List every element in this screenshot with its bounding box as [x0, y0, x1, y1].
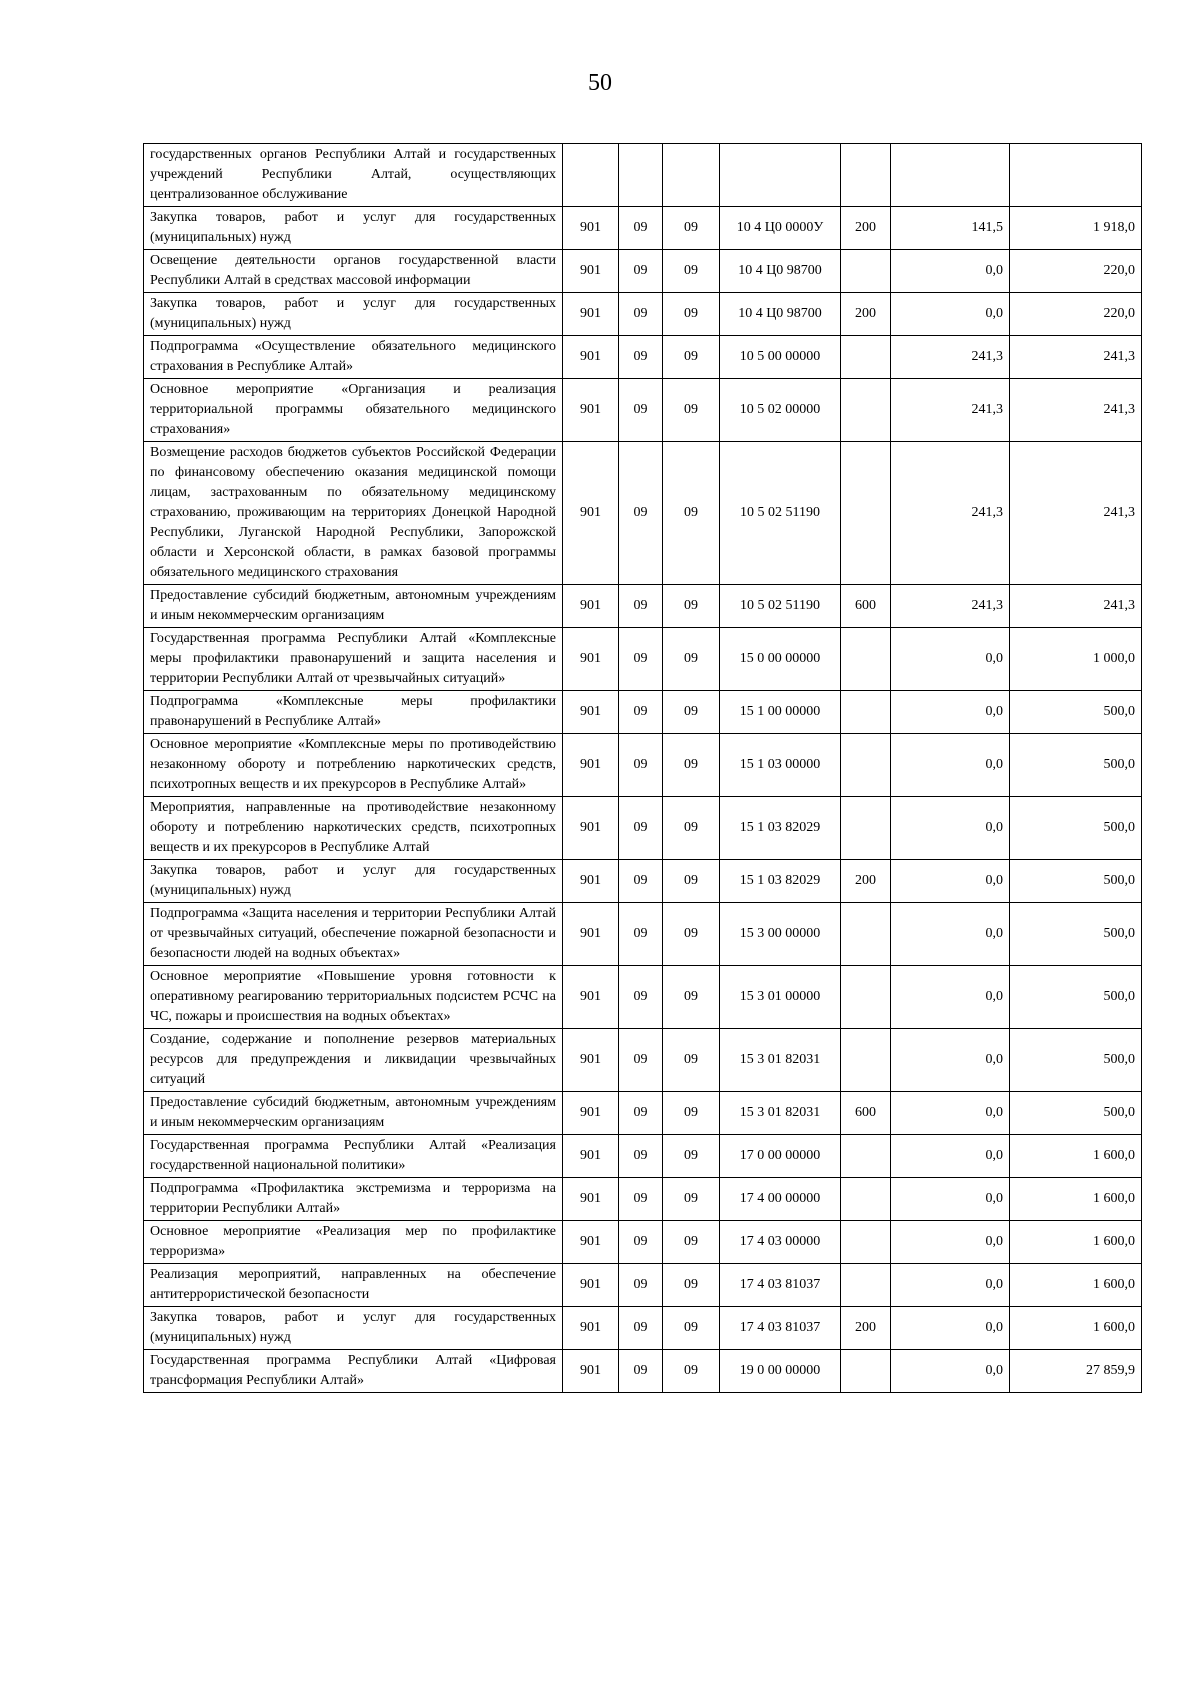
expense-type: 600 [841, 585, 891, 628]
table-row [144, 903, 1142, 966]
amount-1: 0,0 [891, 628, 1010, 691]
ministry-code: 901 [563, 628, 619, 691]
expense-type [841, 1178, 891, 1221]
section-code: 09 [619, 860, 663, 903]
ministry-code: 901 [563, 1350, 619, 1393]
amount-2: 241,3 [1010, 585, 1142, 628]
row-name: государственных органов Республики Алтай и государственных учреждений Республики Алтай, осуществляющих централизованное обслуживание [144, 144, 563, 207]
row-name: Предоставление субсидий бюджетным, автономным учреждениям и иным некоммерческим организациям [144, 585, 563, 628]
target-article [720, 144, 841, 207]
expense-type: 600 [841, 1092, 891, 1135]
table-row [144, 336, 1142, 379]
expense-type: 200 [841, 860, 891, 903]
table-row [144, 691, 1142, 734]
target-article: 15 1 00 00000 [720, 691, 841, 734]
amount-2: 500,0 [1010, 903, 1142, 966]
row-name: Реализация мероприятий, направленных на обеспечение антитеррористической безопасности [144, 1264, 563, 1307]
ministry-code: 901 [563, 379, 619, 442]
expense-type [841, 966, 891, 1029]
ministry-code: 901 [563, 1307, 619, 1350]
amount-1: 241,3 [891, 336, 1010, 379]
table-row [144, 1092, 1142, 1135]
subsection-code: 09 [663, 1307, 720, 1350]
row-name: Закупка товаров, работ и услуг для государственных (муниципальных) нужд [144, 207, 563, 250]
section-code: 09 [619, 1029, 663, 1092]
row-name: Закупка товаров, работ и услуг для государственных (муниципальных) нужд [144, 1307, 563, 1350]
ministry-code: 901 [563, 966, 619, 1029]
amount-2: 220,0 [1010, 250, 1142, 293]
target-article: 10 4 Ц0 98700 [720, 293, 841, 336]
amount-2: 500,0 [1010, 734, 1142, 797]
amount-2: 1 600,0 [1010, 1178, 1142, 1221]
row-name: Государственная программа Республики Алтай «Реализация государственной национальной политики» [144, 1135, 563, 1178]
amount-2: 241,3 [1010, 442, 1142, 585]
section-code: 09 [619, 691, 663, 734]
section-code: 09 [619, 250, 663, 293]
target-article: 17 4 03 00000 [720, 1221, 841, 1264]
section-code: 09 [619, 903, 663, 966]
target-article: 10 4 Ц0 0000У [720, 207, 841, 250]
section-code [619, 144, 663, 207]
amount-2: 1 600,0 [1010, 1221, 1142, 1264]
page-number: 50 [588, 70, 612, 96]
row-name: Закупка товаров, работ и услуг для государственных (муниципальных) нужд [144, 293, 563, 336]
target-article: 15 3 01 00000 [720, 966, 841, 1029]
subsection-code: 09 [663, 628, 720, 691]
ministry-code: 901 [563, 1221, 619, 1264]
expense-type [841, 144, 891, 207]
amount-1: 0,0 [891, 966, 1010, 1029]
amount-2 [1010, 144, 1142, 207]
subsection-code: 09 [663, 1350, 720, 1393]
table-row [144, 207, 1142, 250]
row-name: Предоставление субсидий бюджетным, автономным учреждениям и иным некоммерческим организациям [144, 1092, 563, 1135]
table-row [144, 379, 1142, 442]
ministry-code [563, 144, 619, 207]
ministry-code: 901 [563, 860, 619, 903]
section-code: 09 [619, 1307, 663, 1350]
row-name: Подпрограмма «Комплексные меры профилактики правонарушений в Республике Алтай» [144, 691, 563, 734]
target-article: 15 1 03 82029 [720, 860, 841, 903]
amount-2: 1 600,0 [1010, 1264, 1142, 1307]
amount-1: 0,0 [891, 691, 1010, 734]
expense-type [841, 1135, 891, 1178]
target-article: 15 3 01 82031 [720, 1029, 841, 1092]
amount-1 [891, 144, 1010, 207]
expense-type: 200 [841, 293, 891, 336]
table-row [144, 734, 1142, 797]
amount-1: 0,0 [891, 903, 1010, 966]
row-name: Мероприятия, направленные на противодействие незаконному обороту и потреблению наркотических средств, психотропных веществ и их прекурсоров в Республике Алтай [144, 797, 563, 860]
table-row [144, 250, 1142, 293]
row-name: Возмещение расходов бюджетов субъектов Российской Федерации по финансовому обеспечению оказания медицинской помощи лицам, застрахованным по обязательному медицинскому страхованию, проживающим на территориях Донецкой Народной Республики, Луганской Народной Республики, Запорожской области и Херсонской области, в рамках базовой программы обязательного медицинского страхования [144, 442, 563, 585]
section-code: 09 [619, 797, 663, 860]
amount-1: 0,0 [891, 1092, 1010, 1135]
ministry-code: 901 [563, 1178, 619, 1221]
section-code: 09 [619, 336, 663, 379]
row-name: Подпрограмма «Защита населения и территории Республики Алтай от чрезвычайных ситуаций, обеспечение пожарной безопасности и безопасности людей на водных объектах» [144, 903, 563, 966]
amount-2: 241,3 [1010, 379, 1142, 442]
amount-1: 241,3 [891, 379, 1010, 442]
row-name: Освещение деятельности органов государственной власти Республики Алтай в средствах массовой информации [144, 250, 563, 293]
target-article: 17 4 03 81037 [720, 1264, 841, 1307]
amount-1: 0,0 [891, 797, 1010, 860]
amount-2: 1 918,0 [1010, 207, 1142, 250]
expense-type [841, 442, 891, 585]
ministry-code: 901 [563, 442, 619, 585]
section-code: 09 [619, 293, 663, 336]
section-code: 09 [619, 966, 663, 1029]
expense-type [841, 379, 891, 442]
table-row [144, 628, 1142, 691]
target-article: 10 5 00 00000 [720, 336, 841, 379]
subsection-code [663, 144, 720, 207]
row-name: Основное мероприятие «Организация и реализация территориальной программы обязательного медицинского страхования» [144, 379, 563, 442]
target-article: 17 4 00 00000 [720, 1178, 841, 1221]
row-name: Закупка товаров, работ и услуг для государственных (муниципальных) нужд [144, 860, 563, 903]
subsection-code: 09 [663, 336, 720, 379]
ministry-code: 901 [563, 293, 619, 336]
amount-2: 500,0 [1010, 797, 1142, 860]
amount-1: 0,0 [891, 1029, 1010, 1092]
amount-1: 0,0 [891, 1135, 1010, 1178]
target-article: 19 0 00 00000 [720, 1350, 841, 1393]
table-row [144, 585, 1142, 628]
ministry-code: 901 [563, 1264, 619, 1307]
amount-2: 27 859,9 [1010, 1350, 1142, 1393]
row-name: Создание, содержание и пополнение резервов материальных ресурсов для предупреждения и ликвидации чрезвычайных ситуаций [144, 1029, 563, 1092]
ministry-code: 901 [563, 903, 619, 966]
table-row [144, 1307, 1142, 1350]
amount-1: 0,0 [891, 734, 1010, 797]
subsection-code: 09 [663, 250, 720, 293]
section-code: 09 [619, 1350, 663, 1393]
table-row [144, 860, 1142, 903]
section-code: 09 [619, 1135, 663, 1178]
subsection-code: 09 [663, 1221, 720, 1264]
amount-1: 241,3 [891, 585, 1010, 628]
expense-type [841, 1029, 891, 1092]
ministry-code: 901 [563, 336, 619, 379]
ministry-code: 901 [563, 1092, 619, 1135]
ministry-code: 901 [563, 250, 619, 293]
amount-2: 500,0 [1010, 966, 1142, 1029]
target-article: 10 5 02 51190 [720, 442, 841, 585]
subsection-code: 09 [663, 966, 720, 1029]
section-code: 09 [619, 1178, 663, 1221]
table-row [144, 1350, 1142, 1393]
amount-1: 0,0 [891, 1264, 1010, 1307]
table-row [144, 1135, 1142, 1178]
amount-1: 0,0 [891, 250, 1010, 293]
expense-type: 200 [841, 207, 891, 250]
target-article: 17 4 03 81037 [720, 1307, 841, 1350]
expense-type [841, 1221, 891, 1264]
row-name: Основное мероприятие «Повышение уровня готовности к оперативному реагированию территориальных подсистем РСЧС на ЧС, пожары и происшествия на водных объектах» [144, 966, 563, 1029]
section-code: 09 [619, 628, 663, 691]
section-code: 09 [619, 1221, 663, 1264]
amount-2: 500,0 [1010, 1092, 1142, 1135]
target-article: 10 5 02 51190 [720, 585, 841, 628]
expense-type [841, 1264, 891, 1307]
subsection-code: 09 [663, 860, 720, 903]
amount-1: 0,0 [891, 1178, 1010, 1221]
amount-1: 0,0 [891, 293, 1010, 336]
ministry-code: 901 [563, 734, 619, 797]
expense-type [841, 336, 891, 379]
target-article: 15 3 01 82031 [720, 1092, 841, 1135]
expense-type [841, 797, 891, 860]
table-row [144, 1221, 1142, 1264]
subsection-code: 09 [663, 734, 720, 797]
subsection-code: 09 [663, 379, 720, 442]
table-row [144, 293, 1142, 336]
expense-type [841, 903, 891, 966]
target-article: 15 1 03 00000 [720, 734, 841, 797]
table-row [144, 966, 1142, 1029]
table-row [144, 1029, 1142, 1092]
section-code: 09 [619, 207, 663, 250]
ministry-code: 901 [563, 797, 619, 860]
ministry-code: 901 [563, 207, 619, 250]
row-name: Подпрограмма «Профилактика экстремизма и терроризма на территории Республики Алтай» [144, 1178, 563, 1221]
amount-2: 1 600,0 [1010, 1135, 1142, 1178]
expense-type [841, 734, 891, 797]
section-code: 09 [619, 442, 663, 585]
target-article: 17 0 00 00000 [720, 1135, 841, 1178]
subsection-code: 09 [663, 903, 720, 966]
amount-2: 241,3 [1010, 336, 1142, 379]
table-row [144, 1178, 1142, 1221]
target-article: 10 5 02 00000 [720, 379, 841, 442]
table-row [144, 797, 1142, 860]
subsection-code: 09 [663, 1029, 720, 1092]
row-name: Основное мероприятие «Реализация мер по профилактике терроризма» [144, 1221, 563, 1264]
row-name: Государственная программа Республики Алтай «Цифровая трансформация Республики Алтай» [144, 1350, 563, 1393]
subsection-code: 09 [663, 1264, 720, 1307]
ministry-code: 901 [563, 691, 619, 734]
section-code: 09 [619, 379, 663, 442]
expense-type: 200 [841, 1307, 891, 1350]
section-code: 09 [619, 585, 663, 628]
subsection-code: 09 [663, 1135, 720, 1178]
expense-type [841, 1350, 891, 1393]
row-name: Подпрограмма «Осуществление обязательного медицинского страхования в Республике Алтай» [144, 336, 563, 379]
subsection-code: 09 [663, 585, 720, 628]
table-row [144, 144, 1142, 207]
row-name: Основное мероприятие «Комплексные меры по противодействию незаконному обороту и потреблению наркотических средств, психотропных веществ и их прекурсоров в Республике Алтай» [144, 734, 563, 797]
amount-2: 1 000,0 [1010, 628, 1142, 691]
subsection-code: 09 [663, 1178, 720, 1221]
amount-2: 220,0 [1010, 293, 1142, 336]
amount-1: 141,5 [891, 207, 1010, 250]
ministry-code: 901 [563, 1029, 619, 1092]
amount-1: 0,0 [891, 1221, 1010, 1264]
expense-type [841, 691, 891, 734]
amount-1: 0,0 [891, 1350, 1010, 1393]
target-article: 15 0 00 00000 [720, 628, 841, 691]
section-code: 09 [619, 1092, 663, 1135]
amount-2: 500,0 [1010, 1029, 1142, 1092]
table-row [144, 1264, 1142, 1307]
expense-type [841, 628, 891, 691]
subsection-code: 09 [663, 293, 720, 336]
amount-1: 0,0 [891, 860, 1010, 903]
subsection-code: 09 [663, 442, 720, 585]
section-code: 09 [619, 734, 663, 797]
subsection-code: 09 [663, 691, 720, 734]
amount-1: 0,0 [891, 1307, 1010, 1350]
table-row [144, 442, 1142, 585]
row-name: Государственная программа Республики Алтай «Комплексные меры профилактики правонарушений и защита населения и территории Республики Алтай от чрезвычайных ситуаций» [144, 628, 563, 691]
section-code: 09 [619, 1264, 663, 1307]
ministry-code: 901 [563, 1135, 619, 1178]
amount-2: 1 600,0 [1010, 1307, 1142, 1350]
target-article: 15 3 00 00000 [720, 903, 841, 966]
target-article: 10 4 Ц0 98700 [720, 250, 841, 293]
amount-2: 500,0 [1010, 691, 1142, 734]
budget-table [143, 143, 1142, 1393]
expense-type [841, 250, 891, 293]
amount-1: 241,3 [891, 442, 1010, 585]
subsection-code: 09 [663, 797, 720, 860]
target-article: 15 1 03 82029 [720, 797, 841, 860]
ministry-code: 901 [563, 585, 619, 628]
amount-2: 500,0 [1010, 860, 1142, 903]
subsection-code: 09 [663, 207, 720, 250]
subsection-code: 09 [663, 1092, 720, 1135]
